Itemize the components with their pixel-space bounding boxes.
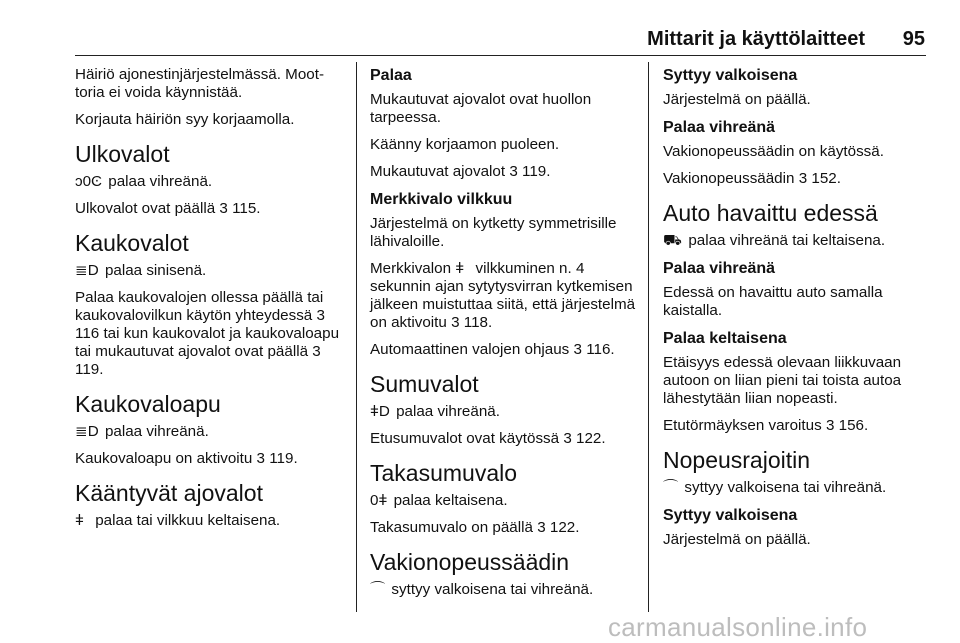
paragraph: ǂD palaa vihreänä. [370, 403, 500, 420]
paragraph: Järjestelmä on päällä. [663, 531, 811, 548]
vehicle-ahead-icon: ⛟ [663, 232, 683, 249]
paragraph: Häiriö ajonestinjärjestelmässä. Moottoria ei voida käynnistää. [75, 66, 325, 101]
paragraph: Vakionopeussäädin on käytössä. [663, 143, 884, 160]
page-ref-arrow-icon: 3 [451, 314, 460, 331]
paragraph: Vakionopeussäädin 3 152. [663, 170, 841, 187]
subheading-palaa-vihreana: Palaa vihreänä [663, 260, 776, 277]
page-ref-arrow-icon: 3 [312, 343, 321, 360]
page-number: 95 [902, 28, 925, 50]
column-1 [75, 66, 343, 539]
rear-fog-light-icon: 0ǂ [370, 492, 388, 509]
paragraph: Mukautuvat ajovalot ovat huollon tarpeessa. [370, 91, 592, 126]
subheading-merkkivalo-vilkkuu: Merkkivalo vilkkuu [370, 191, 513, 208]
section-heading-takasumuvalo: Takasumuvalo [370, 460, 518, 486]
page-ref-link[interactable]: 152. [811, 170, 841, 187]
page-ref-link[interactable]: 115. [232, 200, 261, 217]
section-heading-auto-havaittu-edessa: Auto havaittu edessä [663, 200, 878, 226]
paragraph: Takasumuvalo on päällä 3 122. [370, 519, 580, 536]
page-ref-link[interactable]: 119. [75, 361, 104, 378]
page-ref-arrow-icon: 3 [573, 341, 582, 358]
page-ref-link[interactable]: 156. [838, 417, 869, 434]
section-heading-kaukovaloapu: Kaukovaloapu [75, 391, 221, 417]
section-heading-kaukovalot: Kaukovalot [75, 230, 189, 256]
paragraph: Ulkovalot ovat päällä 3 115. [75, 200, 261, 217]
section-heading-nopeusrajoitin: Nopeusrajoitin [663, 447, 811, 473]
paragraph: Mukautuvat ajovalot 3 119. [370, 163, 551, 180]
subheading-palaa-keltaisena: Palaa keltaisena [663, 330, 787, 347]
header-rule [75, 55, 926, 56]
paragraph: ⌒ syttyy valkoisena tai vihreänä. [370, 581, 594, 598]
page-header [75, 28, 925, 50]
paragraph: ⛟ palaa vihreänä tai keltaisena. [663, 232, 886, 249]
page-ref-link[interactable]: 122. [549, 519, 580, 536]
paragraph: Automaattinen valojen ohjaus 3 116. [370, 341, 615, 358]
cruise-control-icon: ⌒ [370, 581, 386, 598]
paragraph: ᴐ0Ͼ palaa vihreänä. [75, 173, 213, 190]
paragraph: Käänny korjaamon puoleen. [370, 136, 560, 153]
column-3 [663, 66, 931, 558]
section-heading-vakionopeussaadin: Vakionopeussäädin [370, 549, 570, 575]
paragraph: Kaukovaloapu on aktivoitu 3 119. [75, 450, 298, 467]
page-ref-arrow-icon: 3 [798, 170, 808, 187]
page-ref-link[interactable]: 122. [576, 430, 606, 447]
page-ref-arrow-icon: 3 [219, 200, 228, 217]
subheading-syttyy-valkoisena: Syttyy valkoisena [663, 67, 798, 84]
subheading-palaa-vihreana: Palaa vihreänä [663, 119, 776, 136]
paragraph: Edessä on havaittu auto samalla kaistalla. [663, 284, 883, 319]
paragraph: Etutörmäyksen varoitus 3 156. [663, 417, 869, 434]
paragraph: ǂ palaa tai vilkkuu keltaisena. [75, 512, 281, 529]
paragraph: ≣D palaa sinisenä. [75, 262, 207, 279]
page-title: Mittarit ja käyttölaitteet [647, 28, 865, 50]
paragraph: Korjauta häiriön syy korjaamolla. [75, 111, 295, 128]
watermark: carmanualsonline.info [608, 612, 868, 642]
section-heading-kaantyvat-ajovalot: Kääntyvät ajovalot [75, 480, 263, 506]
page-ref-link[interactable]: 119. [269, 450, 298, 467]
page-ref-arrow-icon: 3 [509, 163, 518, 180]
fog-light-icon: ǂD [370, 403, 390, 420]
page-ref-link[interactable]: 119. [522, 163, 551, 180]
section-heading-sumuvalot: Sumuvalot [370, 371, 479, 397]
page-ref-arrow-icon: 3 [256, 450, 265, 467]
paragraph: Palaa kaukovalojen ollessa päällä tai kaukovalovilkun käytön yhteydessä 3 116 tai kun kaukovalot ja kaukovaloapu tai mukautuvat ajovalot ovat päällä 3 119. [75, 289, 340, 378]
high-beam-assist-icon: ≣D [75, 423, 99, 440]
subheading-palaa: Palaa [370, 67, 412, 84]
paragraph: ≣D palaa vihreänä. [75, 423, 209, 440]
paragraph: ⌒ syttyy valkoisena tai vihreänä. [663, 479, 887, 496]
subheading-syttyy-valkoisena: Syttyy valkoisena [663, 507, 798, 524]
column-2 [370, 66, 638, 608]
paragraph: Etäisyys edessä olevaan liikkuvaan autoon on liian pieni tai toista autoa lähestytään liian nopeasti. [663, 354, 902, 407]
page-ref-link[interactable]: 116 [75, 325, 100, 342]
page-ref-arrow-icon: 3 [563, 430, 572, 447]
column-divider-1 [356, 62, 357, 612]
section-heading-ulkovalot: Ulkovalot [75, 141, 170, 167]
cornering-light-icon: ǂ [75, 512, 84, 529]
paragraph: Järjestelmä on päällä. [663, 91, 811, 108]
high-beam-icon: ≣D [75, 262, 99, 279]
paragraph: Merkkivalon ǂ vilkkuminen n. 4 sekunnin ajan sytytysvirran kytkemisen jälkeen muistuttaa siitä, että järjestelmä on aktivoitu 3 118. [370, 260, 636, 331]
paragraph: Järjestelmä on kytketty symmetrisille lähivaloille. [370, 215, 617, 250]
page-ref-arrow-icon: 3 [537, 519, 546, 536]
paragraph: 0ǂ palaa keltaisena. [370, 492, 508, 509]
cornering-light-icon: ǂ [455, 260, 465, 277]
speed-limiter-icon: ⌒ [663, 479, 679, 496]
page-ref-arrow-icon: 3 [316, 307, 325, 324]
page-ref-link[interactable]: 118. [463, 314, 493, 331]
exterior-lights-icon: ᴐ0Ͼ [75, 173, 103, 190]
page-ref-link[interactable]: 116. [586, 341, 615, 358]
paragraph: Etusumuvalot ovat käytössä 3 122. [370, 430, 606, 447]
page-ref-arrow-icon: 3 [825, 417, 835, 434]
column-divider-2 [648, 62, 649, 612]
